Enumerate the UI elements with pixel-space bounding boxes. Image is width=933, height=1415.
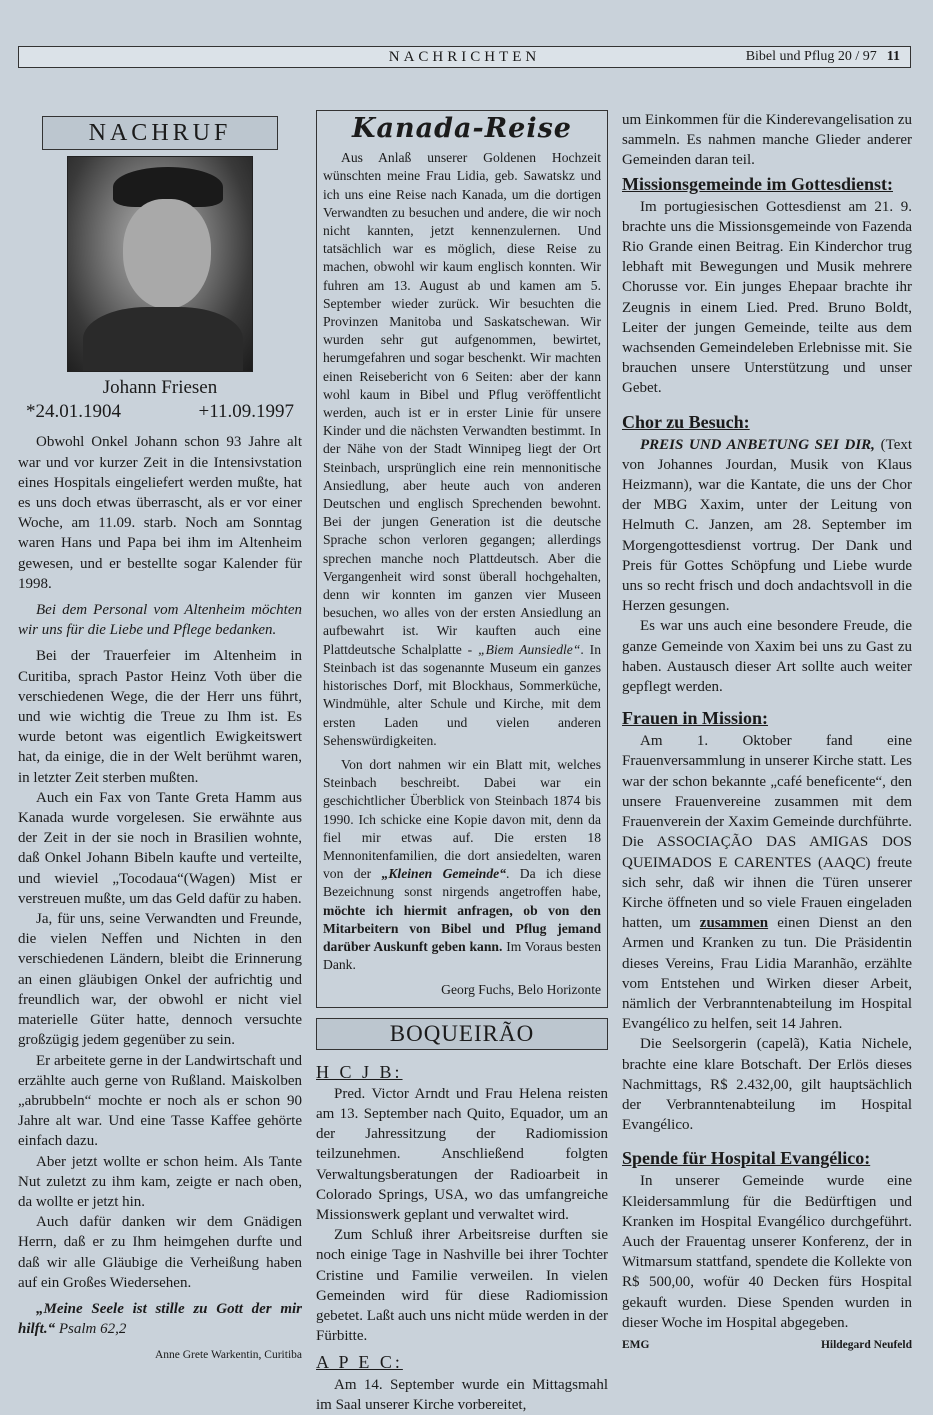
closing-quote bbox=[18, 1299, 302, 1339]
paragraph: Er arbeitete gerne in der Landwirtschaft und erzählte auch gerne von Rußland. Maiskolben „abrubbeln“ mochte er noch als er schon 90 Jahre alt war. Und eine Tasse Kaffee gehörte einfach dazu. bbox=[18, 1052, 302, 1150]
section-title: NACHRICHTEN bbox=[388, 49, 541, 65]
paragraph: Ja, für uns, seine Verwandten und Freunde, die vielen Neffen und Nichten in den verschiedenen Ländern, bleibt die Erinnerung an einen gläubigen Onkel der aufrichtig und freundlich war, der obwohl er nicht viel materielle Güter hatte, dennoch versuchte großzügig jedem gegenüber zu sein. bbox=[18, 911, 302, 1049]
cantata-title: PREIS UND ANBETUNG SEI DIR, bbox=[640, 436, 875, 453]
portrait-face bbox=[123, 199, 211, 309]
obituary-heading: NACHRUF bbox=[42, 116, 278, 150]
death-date: +11.09.1997 bbox=[198, 401, 294, 423]
text: Aus Anlaß unserer Goldenen Hochzeit wünschten meine Frau Lidia, geb. Sawatskz und ich uns eine Reise nach Kanada, um die dortigen Verwandten zu besuchen und andere, die wir noch nicht kannten, jetzt kennenzulernen. Und tatsächlich war es möglich, diese Reise zu machen, obwohl wir kaum englisch konnten. Wir fuhren am 13. August ab und kamen am 5. September wieder zurück. Wir besuchten die Provinzen Manitoba und Saskatschewan. Wir wurden sehr gut aufgenommen, bewirtet, herumgefahren und sogar beschenkt. Wir machten einen Reisebericht von 6 Seiten: aber der kann wohl kaum in Bibel und Pflug veröffentlicht werden, auch ist er in erster Linie für unsere Kinder und die nächsten Verwandten bestimmt. In der Nähe von der Stadt Winnipeg liegt der Ort Steinbach, ursprünglich eine rein mennonitische Ansiedlung, aber heute auch von anderen Deutschen und englisch Sprechenden bewohnt. Bei der jungen Generation ist die deutsche Sprache schon verloren gegangen; allerdings sprechen manche noch Plattdeutsch. Aber die Vergangenheit wird sonst überall hochgehalten, denn wir konnten im ganzen vier Museen besuchen, wo alles von der ersten Ansiedlung an aufbewahrt ist. Wir kauften auch eine Plattdeutsche Schalplatte - bbox=[323, 150, 601, 657]
paragraph: In unserer Gemeinde wurde eine Kleidersammlung für die Bedürftigen und Kranken im Hospital Evangélico durchgeführt. Auch der Frauentag unserer Konferenz, der in Witmarsum stattfand, spendete die Kollekte von R$ 500,00, wofür 40 Decken fürs Hospital gekauft wurden. Diese Spenden wurden in dieser Woche im Hospital abgegeben. bbox=[622, 1173, 912, 1331]
paragraph: Obwohl Onkel Johann schon 93 Jahre alt war und vor kurzer Zeit in die Intensivstation eines Hospitals eingeliefert werden mußte, hat es uns doch etwas überrascht, als er vor einer Woche, am 11.09. starb. Noch am Sonntag waren Hans und Papa bei ihm im Altenheim gewesen, und er bestellte sogar Kalender für 1998. bbox=[18, 434, 302, 592]
page-header bbox=[18, 46, 911, 68]
paragraph: Aber jetzt wollte er schon heim. Als Tante Nut zuletzt zu ihm kam, zeigte er nach oben, da wollte er jetzt hin. bbox=[18, 1153, 302, 1210]
publication-name: Bibel und Pflug 20 / 97 bbox=[745, 49, 877, 64]
paragraph: Bei der Trauerfeier im Altenheim in Curitiba, sprach Pastor Heinz Voth über die verschiedenen Wege, die der Herr uns führt, und wie wichtig die Treue zu Ihm ist. Es wurde betont was eigentlich Ewigkeitswert hat, da einige, die in der Welt berühmt waren, in letzter Zeit sterben mußten. bbox=[18, 648, 302, 786]
page-number: 11 bbox=[886, 49, 900, 64]
paragraph bbox=[323, 149, 601, 750]
quote-ref: Psalm 62,2 bbox=[58, 1321, 127, 1338]
paragraph bbox=[622, 435, 912, 617]
quote-text: „Meine Seele ist stille zu Gott der mir hilft.“ bbox=[18, 1300, 302, 1338]
paragraph: Es war uns auch eine besondere Freude, die ganze Gemeinde von Xaxim bei uns zu Gast zu haben. Austausch dieser Art sollte auch weiter gepflegt werden. bbox=[622, 618, 912, 696]
middle-column bbox=[316, 110, 608, 1415]
church-name: „Kleinen Gemeinde“ bbox=[381, 866, 506, 882]
portrait-photo bbox=[67, 156, 253, 372]
footer-author: Hildegard Neufeld bbox=[820, 1338, 912, 1351]
column-footer bbox=[622, 1335, 912, 1355]
birth-date: *24.01.1904 bbox=[26, 401, 121, 423]
donation-heading: Spende für Hospital Evangélico: bbox=[622, 1148, 871, 1169]
life-dates bbox=[26, 402, 294, 422]
record-title: „Biem Aunsiedle“ bbox=[478, 641, 581, 657]
text: einen Dienst an den Armen und Kranken zu tun. Die Präsidentin dieses Vereins, Frau Lidia Maranhão, erzählte vom Entstehen und Wirken dieser Arbeit, nämlich der Verbranntenabteilung im Hospital Evangélico zu helfen, seit 14 Jahren. bbox=[622, 915, 913, 1033]
paragraph bbox=[323, 756, 601, 974]
text: . Da ich diese Bezeichnung sonst nirgends angetroffen habe, bbox=[323, 866, 601, 900]
portrait-body bbox=[83, 307, 243, 372]
text: . In Steinbach ist das sogenannte Museum ein ganzes historisches Dorf, mit Blockhaus, Sommerküche, Windmühle, alter Schule und Kirche, mit dem ersten Laden und vielen anderen Sehenswürdigkeiten. bbox=[323, 641, 602, 748]
mission-heading: Missionsgemeinde im Gottesdienst: bbox=[622, 173, 893, 194]
right-column bbox=[622, 110, 912, 1355]
text: (Text von Johannes Jourdan, Musik von Klaus Heizmann), war die Kantate, die uns der Chor der MBG Xaxim, unter der Leitung von Helmuth C. Janzen, am 28. September im Morgengottesdienst vortrug. Der Dank und Preis für Gottes Schöpfung und Liebe wurde uns so recht frisch und doch andachtsvoll in die Herzen gesungen. bbox=[622, 436, 913, 615]
emphasis: zusammen bbox=[699, 915, 769, 932]
deceased-name: Johann Friesen bbox=[102, 377, 218, 398]
paragraph bbox=[622, 731, 912, 1034]
paragraph: Zum Schluß ihrer Arbeitsreise durften sie noch einige Tage in Nashville bei ihrer Tochter Cristine und Familie verweilen. In vielen Gemeinden wird für diese Radiomission gebetet. Laßt auch uns nicht müde werden in der Fürbitte. bbox=[316, 1227, 608, 1345]
canada-trip-box bbox=[316, 110, 608, 1008]
author: Anne Grete Warkentin, Curitiba bbox=[154, 1349, 302, 1362]
signature: Georg Fuchs, Belo Horizonte bbox=[441, 982, 601, 998]
women-heading: Frauen in Mission: bbox=[622, 708, 769, 729]
paragraph: Auch ein Fax von Tante Greta Hamm aus Kanada wurde vorgelesen. Sie erwähnte aus der Zeit in der sie noch in Brasilien wohnte, daß Onkel Johann Bibeln kaufte und verteilte, und wieviel „Tocodaua“(Wagen) Mist er verstreuen mußte, um das Geld dafür zu haben. bbox=[18, 789, 302, 907]
paragraph: Bei dem Personal vom Altenheim möchten wir uns für die Liebe und Pflege bedanken. bbox=[18, 602, 302, 639]
question: möchte ich hiermit anfragen, ob von den Mitarbeitern von Bibel und Pflug jemand darüber Auskunft geben kann. bbox=[323, 902, 601, 954]
text: Am 1. Oktober fand eine Frauenversammlung in unserer Kirche statt. Les war der schon bekannte „café beneficente“, den unsere Frauenvereine zusammen mit dem Frauenverein der Xaxim Gemeinde durchführte. Die ASSOCIAÇÃO DAS AMIGAS DOS QUEIMADOS E CARENTES (AAQC) freute sich sehr, daß wir ihnen die Türen unserer Kirche öffneten und so viele Frauen eingeladen hatten, um bbox=[622, 733, 912, 932]
hcjb-heading: H C J B: bbox=[316, 1061, 403, 1082]
obituary-column bbox=[18, 110, 302, 1366]
paragraph: Auch dafür danken wir dem Gnädigen Herrn, daß er zu Ihm heimgehen durfte und daß wir alle Gläubige die Verheißung haben auf ein Großes Wiedersehen. bbox=[18, 1214, 302, 1291]
apec-heading: A P E C: bbox=[316, 1352, 403, 1373]
paragraph: Im portugiesischen Gottesdienst am 21. 9. brachte uns die Missionsgemeinde von Fazenda Rio Grande einen Beitrag. Ein Kinderchor trug lebhaft mit Bewegungen und Musik mehrere Chorusse vor. Ein junges Ehepaar brachte ihr Zeugnis in einem Lied. Pred. Bruno Boldt, Leiter der jungen Gemeinde, teilte aus dem wachsenden Gemeindeleben Erlebnisse mit. Sie brauchen unsere Unterstützung und unser Gebet. bbox=[622, 198, 912, 397]
choir-heading: Chor zu Besuch: bbox=[622, 411, 750, 432]
paragraph: Die Seelsorgerin (capelã), Katia Nichele, brachte eine klare Botschaft. Der Erlös dieses Nachmittags, R$ 2.432,00, gilt hauptsächlich der Verbranntenabteilung im Hospital Evangélico. bbox=[622, 1036, 912, 1134]
canada-trip-title: Kanada-Reise bbox=[352, 113, 572, 144]
paragraph: Am 14. September wurde ein Mittagsmahl im Saal unserer Kirche vorbereitet, bbox=[316, 1376, 608, 1413]
text: Im Voraus besten Dank. bbox=[323, 938, 601, 973]
footer-left: EMG bbox=[622, 1338, 650, 1351]
paragraph: um Einkommen für die Kinderevangelisation zu sammeln. Es nahmen manche Glieder anderer Gemeinden daran teil. bbox=[622, 112, 912, 169]
publication-info bbox=[746, 49, 900, 65]
boqueirao-heading: BOQUEIRÃO bbox=[316, 1018, 608, 1050]
text: Von dort nahmen wir ein Blatt mit, welches Steinbach beschreibt. Dabei war ein geschichtlicher Überblick von Steinbach 1874 bis 1990. Ich schicke eine Kopie davon mit, denn da fiel mir etwas auf. Die ersten 18 Mennonitenfamilien, die dort ansiedelten, waren von der bbox=[323, 756, 601, 882]
paragraph: Pred. Victor Arndt und Frau Helena reisten am 13. September nach Quito, Equador, um an der Jahressitzung der Radiomission teilzunehmen. Anschließend folgten Verwaltungsberatungen der Radioarbeit in Colorado Springs, USA, wo das umfangreiche Missionswerk geplant und verwaltet wird. bbox=[316, 1085, 608, 1223]
